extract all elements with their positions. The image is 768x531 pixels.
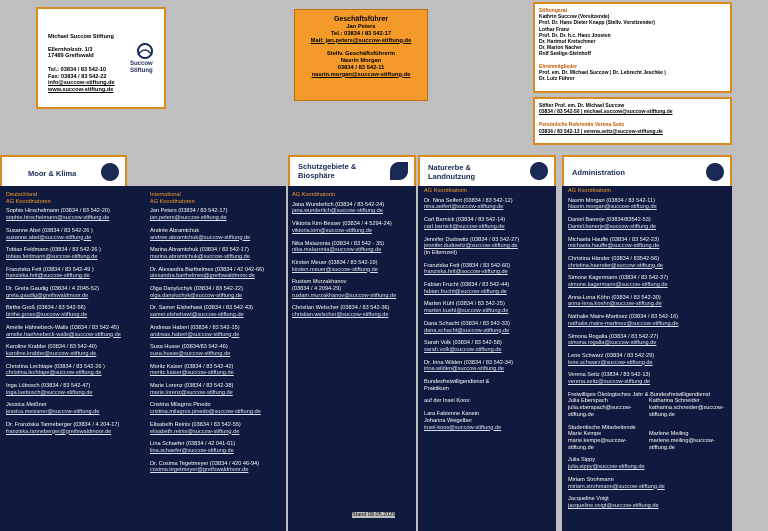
staff-entry — [6, 325, 144, 338]
staff-entry — [568, 256, 730, 269]
email-link[interactable]: rustam.murzakhanov@succow-stiftung.de — [292, 292, 397, 299]
administration-panel — [562, 186, 732, 531]
moor-klima-panel — [0, 186, 286, 531]
naturerbe-panel — [418, 186, 556, 531]
staff-entry — [150, 208, 284, 221]
staff-entry — [150, 344, 284, 357]
staff-entry — [292, 260, 414, 273]
staff-name: Jessica Meißner — [6, 402, 47, 409]
staff-name: auf der Insel Koos: — [424, 398, 471, 405]
staff-entry — [6, 344, 144, 357]
staff-name: Fabian Frucht (03834 / 83 542-44) — [424, 282, 510, 289]
contact-link[interactable]: www.succow-stiftung.de — [48, 86, 114, 93]
staff-entry — [424, 398, 554, 405]
staff-entry — [6, 267, 144, 280]
staff-name: Dr. Franziska Tanneberger (03834 / 4 204-17) — [6, 421, 120, 428]
staff-name: Marlene Meiling — [649, 431, 689, 438]
staff-entry — [568, 477, 730, 490]
header-natur-label: Naturerbe & Landnutzung — [428, 163, 476, 181]
email-link[interactable]: lene.schwarz@succow-stiftung.de — [568, 359, 653, 366]
staff-entry — [424, 379, 554, 392]
staff-entry — [6, 383, 144, 396]
staff-entry — [150, 441, 284, 454]
staff-entry — [6, 208, 144, 221]
staff-name: Nika Malazonia (03834 / 83 542 - 35) — [292, 240, 385, 247]
email-link[interactable]: franziska.fett@succow-stiftung.de — [424, 269, 508, 276]
staff-name: Amelie Hähnebeck-Walls (03834 / 83 542-45) — [6, 324, 119, 331]
email-link[interactable]: Daniel.banerje@succow-stiftung.de — [568, 223, 657, 230]
email-link[interactable]: andreas.haberl@succow-stiftung.de — [150, 331, 240, 338]
email-link[interactable]: sophie.hirschelmann@succow-stiftung.de — [6, 215, 110, 222]
email-link[interactable]: simona.rogalla@succow-stiftung.de — [568, 340, 657, 347]
section-heading: International AG Koordinatoren — [150, 192, 195, 205]
staff-entry — [568, 314, 730, 327]
staff-name: Kirsten Meuer (03834 / 83 542-19) — [292, 259, 378, 266]
email-link[interactable]: nathalie.maire-martinez@succow-stiftung.de — [568, 320, 679, 327]
succow-logo-text: Succow Stiftung — [130, 61, 153, 74]
staff-name: Moritz Kaiser (03834 / 83 542-42) — [150, 363, 234, 370]
staff-entry — [568, 372, 730, 385]
staff-name: Carl Barnick (03834 / 83 542-14) — [424, 217, 506, 224]
staff-entry — [292, 305, 414, 318]
staff-name: Andrée Abramtchuk — [150, 227, 200, 234]
staff-name: Dr. Greta Gaudig (03834 / 4 2045-52) — [6, 286, 99, 293]
staff-name: Bundesfreiwilligendienst & — [424, 379, 490, 386]
email-link[interactable]: jan.peters@succow-stiftung.de — [150, 215, 227, 222]
email-link[interactable]: franziska.fett@succow-stiftung.de — [6, 273, 90, 280]
email-link[interactable]: inga.luebosch@succow-stiftung.de — [6, 389, 93, 396]
staff-entry — [424, 217, 554, 230]
email-link[interactable]: lina.schaefer@succow-stiftung.de — [150, 447, 234, 454]
staff-name: Dr. Alexandra Barthelmes (03834 / 42 042-66) — [150, 266, 265, 273]
text-line: Ehrenmitglieder — [539, 63, 578, 70]
staff-name: Christina Lechtape (03834 / 83 542-26 ) — [6, 363, 105, 370]
email-link[interactable]: jana.wunderlich@succow-stiftung.de — [292, 208, 383, 215]
email-link[interactable]: kirsten.meuer@succow-stiftung.de — [292, 266, 378, 273]
email-link[interactable]: irina.wilden@succow-stiftung.de — [424, 366, 504, 373]
staff-entry — [424, 198, 554, 211]
staff-name: Julia Eberspach — [568, 398, 608, 405]
email-link[interactable]: greta.gaudig@greifswaldmoor.de — [6, 292, 89, 299]
stiftungsrat-box — [533, 2, 732, 93]
staff-name: Michaela Hauffe (03834 / 83 542-23) — [568, 236, 660, 243]
staff-name: Marten Kühl (03834 / 83 542-25) — [424, 301, 505, 308]
staff-name: Dr. Nina Seifert (03834 / 83 542-12) — [424, 197, 513, 204]
staff-entry — [6, 422, 144, 435]
email-link[interactable]: marina.abramtchuk@succow-stiftung.de — [150, 253, 250, 260]
staff-name: Jan Peters (03834 / 83 542-17) — [150, 208, 228, 215]
staff-entry — [568, 295, 730, 308]
text-line: Persönliche Referentin Verena Seitz — [539, 122, 625, 129]
email-link[interactable]: marie.kempe@succow-stiftung.de — [568, 437, 627, 451]
staff-entry — [568, 334, 730, 347]
staff-entry — [424, 360, 554, 373]
staff-name: Inga Lübosch (03834 / 83 542-47) — [6, 383, 91, 390]
staff-entry — [424, 321, 554, 334]
staff-entry — [568, 275, 730, 288]
text-line: 17489 Greifswald — [48, 53, 94, 60]
email-link[interactable]: sarah.volk@succow-stiftung.de — [424, 346, 502, 353]
email-link[interactable]: katharina.schneider@succow-stiftung.de — [649, 405, 725, 418]
header-administration — [562, 155, 732, 186]
schutz-list — [292, 192, 414, 325]
moor-deutschland-list — [6, 192, 144, 441]
email-link[interactable]: alexandra.barthelmes@greifswaldmoor.de — [150, 273, 255, 280]
two-column-section — [568, 425, 730, 452]
staff-entry — [292, 202, 414, 215]
staff-name: Sophie Hirschelmann (03834 / 83 542-20) — [6, 208, 110, 215]
staff-entry — [150, 461, 284, 474]
stifter-box — [533, 97, 732, 145]
header-naturerbe — [418, 155, 556, 186]
email-link[interactable]: tobias.feldmann@succow-stiftung.de — [6, 253, 98, 260]
email-link[interactable]: verena.seitz@succow-stiftung.de — [568, 379, 651, 386]
section-heading: Freiwilliges Ökologisches Jahr & Bundesfreiwilligendienst — [568, 391, 711, 398]
stifter-text — [539, 103, 730, 135]
email-link[interactable]: simone.kagermann@succow-stiftung.de — [568, 282, 668, 289]
staff-entry — [150, 364, 284, 377]
email-link[interactable]: julia.sippy@succow-stiftung.de — [568, 464, 645, 471]
email-link[interactable]: insel-koos@succow-stiftung.de — [424, 424, 502, 431]
text-line: Dr. Hartmut Kretschmer — [539, 39, 596, 46]
email-link[interactable]: samer.elshehawi@succow-stiftung.de — [150, 312, 244, 319]
text-line: Stiftungsrat — [539, 8, 568, 14]
text-line: Ellernholzstr. 1/3 — [48, 46, 93, 53]
email-link[interactable]: marie.lorenz@succow-stiftung.de — [150, 389, 233, 396]
contact-link[interactable]: Mail: jan.peters@succow-stiftung.de — [310, 37, 412, 44]
email-link[interactable]: birthe.gross@succow-stiftung.de — [6, 312, 88, 319]
header-moor-label: Moor & Klima — [28, 169, 77, 178]
text-line: Kathrin Succow (Vorsitzende) — [539, 14, 610, 21]
text-line: Geschäftsführer — [333, 16, 389, 23]
text-line: Tel.: 03834 / 83 542-10 — [48, 66, 107, 73]
staff-name: Lina Schaefer (03834 / 42 041-61) — [150, 441, 236, 448]
staff-name: Praktikum — [424, 385, 449, 392]
email-link[interactable]: nina.seifert@succow-stiftung.de — [424, 204, 504, 211]
staff-name: Christina Händer (03834 / 83542-56) — [568, 255, 660, 262]
staff-name: Karoline Krabbe (03834 / 83 542-40) — [6, 344, 97, 351]
text-line: Nasrin Morgan — [340, 57, 382, 64]
email-link[interactable]: jessica.meissner@succow-stiftung.de — [6, 409, 100, 416]
email-link[interactable]: susanne.abel@succow-stiftung.de — [6, 234, 92, 241]
natur-list — [424, 188, 554, 437]
text-line: Lothar Franz — [539, 26, 570, 33]
email-link[interactable]: jacqueline.voigt@succow-stiftung.de — [568, 502, 659, 509]
text-line: 03834 / 83 542-11 — [337, 64, 385, 71]
owl-icon — [530, 162, 548, 180]
staff-name: Birthe Groß (03834 / 83 542-56) — [6, 305, 86, 312]
staff-name: Katharina Schneider — [649, 398, 700, 405]
email-link[interactable]: karoline.krabbe@succow-stiftung.de — [6, 350, 97, 357]
staff-entry — [568, 353, 730, 366]
admin-list — [568, 188, 730, 516]
staff-entry — [568, 457, 730, 470]
staff-name: (in Elternzeit) — [424, 249, 457, 256]
staff-entry — [424, 282, 554, 295]
email-link[interactable]: nika.malazonia@succow-stiftung.de — [292, 247, 382, 254]
staff-entry — [424, 237, 554, 257]
staff-name: Dana Schacht (03834 / 83 542-33) — [424, 320, 510, 327]
text-line: Prof. Dr. Hans Dieter Knapp (Stellv. Vorsitzender) — [539, 20, 655, 27]
staff-entry — [150, 286, 284, 299]
staff-name: Elisabeth Reinis (03834 / 83 542-55) — [150, 421, 241, 428]
email-link[interactable]: christina.haender@succow-stiftung.de — [568, 262, 663, 269]
staff-entry — [424, 263, 554, 276]
staff-entry — [424, 411, 554, 431]
staff-name: Julia Sippy — [568, 457, 596, 464]
text-line: Prof. Dr. Dr. h.c. Hans Joosten — [539, 32, 611, 39]
staff-name: Miriam Strohmann — [568, 476, 614, 483]
staff-name: Susanne Abel (03834 / 83 542-26 ) — [6, 227, 93, 234]
staff-entry — [6, 402, 144, 415]
staff-entry — [6, 364, 144, 377]
email-link[interactable]: Nasrin.morgan@succow-stiftung.de — [568, 204, 657, 211]
staff-name: Johanna Weigelber — [424, 417, 473, 424]
hands-icon — [101, 163, 119, 181]
staff-name: Dr. Samer Elshehawi (03834 / 83 542-43) — [150, 305, 253, 312]
moor-international-list — [150, 192, 284, 480]
staff-entry — [6, 286, 144, 299]
staff-name: Marie Kempe — [568, 431, 602, 438]
staff-entry — [6, 305, 144, 318]
leaf-icon — [390, 162, 408, 180]
staff-name: Marie Lorenz (03834 / 83 542-38) — [150, 383, 234, 390]
staff-name: Jennifer Dudowitz (03834 / 83 542-27) — [424, 236, 520, 243]
staff-entry — [150, 267, 284, 280]
staff-name: Rustam Murzakhanov — [292, 279, 347, 286]
email-link[interactable]: elisabeth.reinis@succow-stiftung.de — [150, 428, 240, 435]
email-link[interactable]: olga.danyluchyk@succow-stiftung.de — [150, 292, 243, 299]
staff-entry — [292, 221, 414, 234]
admin-icon — [706, 163, 724, 181]
email-link[interactable]: fabian.frucht@succow-stiftung.de — [424, 288, 507, 295]
section-heading: AG Koordinatorin — [568, 188, 611, 194]
text-line: Rolf Seelige-Steinhoff — [539, 51, 591, 58]
text-line: Tel.: 03834 / 83 542-17 — [330, 30, 392, 37]
geschaeftsfuehrer-text — [297, 16, 425, 78]
email-link[interactable]: michaela.hauffe@succow-stiftung.de — [568, 243, 660, 250]
email-link[interactable]: miriam.strohmann@succow-stiftung.de — [568, 483, 665, 490]
email-link[interactable]: cristina.milagros.pinedo@succow-stiftung.de — [150, 409, 261, 416]
staff-name: Verena Seitz (03834 / 83 542-13) — [568, 372, 651, 379]
schutzgebiete-panel — [288, 186, 416, 531]
email-link[interactable]: cosima.tegetmeyer@greifswaldmoor.de — [150, 467, 249, 474]
staff-name: Simona Rogalla (03834 / 83 542-27) — [568, 333, 659, 340]
staff-name: Viktoria Kim-Besser (03834 / 4 5294-24) — [292, 221, 392, 228]
two-column-section — [568, 392, 730, 419]
email-link[interactable]: andree.abramtchuk@succow-stiftung.de — [150, 234, 251, 241]
staff-entry — [150, 228, 284, 241]
staff-name: Tobias Feldmann (03834 / 83 542-26 ) — [6, 247, 101, 254]
staff-name: Christian Welscher (03834 / 83 542-36) — [292, 305, 390, 312]
staff-name: Cristina Milagros Pinedo — [150, 402, 211, 409]
email-link[interactable]: viktoria.kim@succow-stiftung.de — [292, 227, 372, 234]
staff-name: Lene Schwarz (03834 / 83 542-29) — [568, 352, 655, 359]
header-admin-label: Administration — [572, 168, 625, 177]
email-link[interactable]: marten.kuehl@succow-stiftung.de — [424, 308, 509, 315]
staff-name: Dr. Irina Wilden (03834 / 83 542-34) — [424, 359, 513, 366]
text-line: Fax: 03834 / 83 542-22 — [48, 73, 107, 80]
header-moor-klima — [0, 155, 127, 186]
section-heading: Studentische Mitarbeitende — [568, 424, 636, 431]
staff-name: Franziska Fett (03834 / 83 542-60) — [424, 262, 511, 269]
staff-entry — [424, 301, 554, 314]
text-line: Jan Peters — [346, 24, 376, 30]
staff-entry — [292, 241, 414, 254]
email-link[interactable]: anna-lena.koehn@succow-stiftung.de — [568, 301, 662, 308]
staff-name: Susa Husse (03834/83 542-46) — [150, 344, 228, 351]
email-link[interactable]: jennifer.dudowitz@succow-stiftung.de — [424, 243, 518, 250]
staff-entry — [424, 340, 554, 353]
contact-link[interactable]: info@succow-stiftung.de — [48, 80, 115, 87]
email-link[interactable]: franziska.tanneberger@greifswaldmoor.de — [6, 428, 112, 435]
email-link[interactable]: amelie.haehnebeck-walls@succow-stiftung.de — [6, 331, 121, 338]
staff-entry — [150, 422, 284, 435]
staff-entry — [6, 247, 144, 260]
staff-name: Anna-Lena Köhn (03834 / 83 542-30) — [568, 294, 661, 301]
staff-name: Jana Wunderlich (03834 / 83 542-24) — [292, 201, 385, 208]
staff-entry — [150, 325, 284, 338]
text-line: Dr. Marion Nacher — [539, 45, 582, 52]
email-link[interactable]: carl.barnick@succow-stiftung.de — [424, 223, 505, 230]
contact-link[interactable]: 03834 / 83 542-50 | michael.succow@succow-stiftung.de — [539, 109, 673, 116]
staff-entry — [150, 402, 284, 415]
geschaeftsfuehrer-box — [294, 9, 428, 101]
staff-name: Jacqueline Voigt — [568, 496, 609, 503]
section-heading: AG Koordinatorin — [424, 188, 467, 194]
footer-date: Stand 08.05.2025 — [352, 512, 396, 518]
staff-name: Nathalie Maire-Martinez (03834 / 83 542-16) — [568, 314, 679, 321]
kontakt-box — [36, 7, 166, 109]
email-link[interactable]: marlene.meiling@succow-stiftung.de — [649, 437, 715, 451]
text-line: Stellv. Geschäftsführerin — [326, 51, 396, 58]
staff-entry — [568, 237, 730, 250]
staff-name: Marina Abramtchuk (03834 / 83 542-17) — [150, 247, 249, 254]
staff-entry — [150, 305, 284, 318]
email-link[interactable]: dana.schacht@succow-stiftung.de — [424, 327, 510, 334]
staff-name: Simone Kagermann (03834 / 83 542-37) — [568, 275, 669, 282]
email-link[interactable]: christina.lechtape@succow-stiftung.de — [6, 370, 102, 377]
staff-name: Daniel Banerje (03834/83542-53) — [568, 217, 651, 224]
staff-entry — [568, 198, 730, 211]
email-link[interactable]: julia.eberspach@succow-stiftung.de — [568, 405, 632, 418]
staff-name: Olga Danyluchyk (03834 / 83 542-22) — [150, 286, 243, 293]
staff-name: Lara Fabienne Kanein — [424, 411, 480, 418]
staff-name: Sarah Volk (03834 / 83 542-58) — [424, 340, 502, 347]
email-link[interactable]: moritz.kaiser@succow-stiftung.de — [150, 370, 234, 377]
header-schutzgebiete — [288, 155, 416, 186]
staff-name: Dr. Cosima Tegetmeyer (03834 / 420 46-94) — [150, 460, 260, 467]
email-link[interactable]: christian.welscher@succow-stiftung.de — [292, 312, 389, 319]
staff-entry — [150, 247, 284, 260]
text-line: Dr. Lutz Führer — [539, 76, 575, 83]
staff-name: Franziska Fett (03834 / 83 542-49 ) — [6, 266, 94, 273]
staff-name: (03834 / 4 2094-29) — [292, 286, 342, 293]
staff-name: Nasrin Morgan (03834 / 83 542-11) — [568, 197, 655, 204]
text-line: Stifter Prof. em. Dr. Michael Succow — [539, 103, 625, 109]
text-line: Michael Succow Stiftung — [48, 34, 114, 40]
staff-entry — [568, 496, 730, 509]
staff-entry — [292, 279, 414, 299]
staff-entry — [6, 228, 144, 241]
section-heading: AG Koordinatorin — [292, 192, 335, 198]
email-link[interactable]: susa.husse@succow-stiftung.de — [150, 350, 231, 357]
staff-entry — [150, 383, 284, 396]
header-schutz-label: Schutzgebiete & Biosphäre — [298, 162, 357, 180]
contact-link[interactable]: 03834 / 83 542-13 | verena.seitz@succow-stiftung.de — [539, 128, 663, 135]
staff-entry — [568, 217, 730, 230]
staff-name: Andreas Haberl (03834 / 83 542-15) — [150, 324, 240, 331]
text-line: Prof. em. Dr. Michael Succow | Dr. Lebrecht Jeschke | — [539, 70, 666, 77]
text-line — [297, 44, 425, 51]
contact-link[interactable]: nasrin.morgan@succow-stiftung.de — [311, 71, 411, 78]
stiftungsrat-text — [539, 8, 730, 82]
section-heading: Deutschland AG Koordinatoren — [6, 192, 51, 205]
